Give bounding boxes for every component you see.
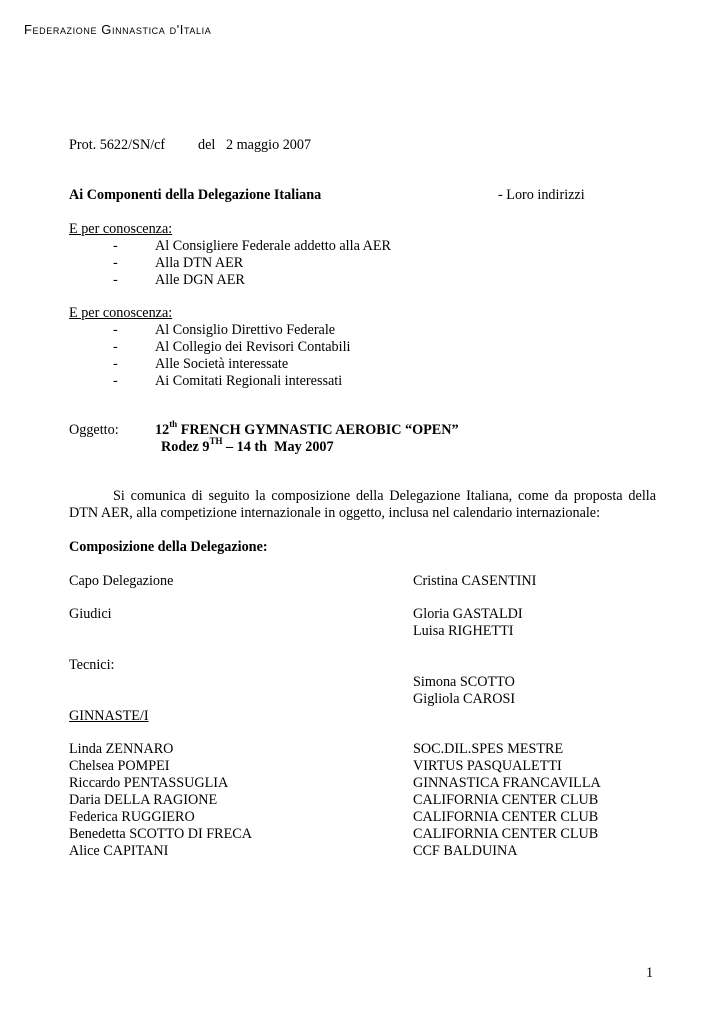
- list-item: Federica RUGGIERO CALIFORNIA CENTER CLUB: [69, 809, 599, 825]
- judges-label: Giudici: [69, 606, 112, 622]
- recipient-main: Ai Componenti della Delegazione Italiana: [69, 187, 322, 203]
- list-item: - Ai Comitati Regionali interessati: [113, 373, 343, 389]
- protocol-number: Prot. 5622/SN/cf: [69, 137, 166, 153]
- organization-header: Federazione Ginnastica d'Italia: [24, 22, 212, 37]
- subject-line-2: Rodez 9TH – 14 th May 2007: [161, 436, 334, 455]
- list-item: - Alle DGN AER: [113, 272, 245, 288]
- judge-name: Gloria GASTALDI: [413, 606, 523, 622]
- list-item: Linda ZENNARO SOC.DIL.SPES MESTRE: [69, 741, 564, 757]
- coach-name: Simona SCOTTO: [413, 674, 515, 690]
- list-item: Alice CAPITANI CCF BALDUINA: [69, 843, 518, 859]
- judge-name: Luisa RIGHETTI: [413, 623, 514, 639]
- gymnasts-label: GINNASTE/I: [69, 708, 149, 724]
- coach-name: Gigliola CAROSI: [413, 691, 516, 707]
- list-item: Riccardo PENTASSUGLIA GINNASTICA FRANCAVILLA: [69, 775, 601, 791]
- protocol-date: del 2 maggio 2007: [198, 137, 312, 153]
- cc-label-1: E per conoscenza:: [69, 221, 173, 237]
- list-item: Daria DELLA RAGIONE CALIFORNIA CENTER CLUB: [69, 792, 599, 808]
- body-paragraph: Si comunica di seguito la composizione della Delegazione Italiana, come da proposta della DTN AER, alla competizione internazionale in oggetto, inclusa nel calendario internazionale:: [69, 488, 656, 521]
- coaches-label: Tecnici:: [69, 657, 115, 673]
- page-number: 1: [646, 965, 654, 981]
- recipient-address: - Loro indirizzi: [498, 187, 585, 203]
- subject-line-1: 12th FRENCH GYMNASTIC AEROBIC “OPEN”: [155, 419, 459, 438]
- list-item: - Alla DTN AER: [113, 255, 244, 271]
- subject-label: Oggetto:: [69, 422, 119, 438]
- list-item: - Alle Società interessate: [113, 356, 289, 372]
- cc-label-2: E per conoscenza:: [69, 305, 173, 321]
- delegation-title: Composizione della Delegazione:: [69, 539, 268, 555]
- list-item: - Al Consiglio Direttivo Federale: [113, 322, 336, 338]
- list-item: - Al Consigliere Federale addetto alla AER: [113, 238, 391, 254]
- list-item: Chelsea POMPEI VIRTUS PASQUALETTI: [69, 758, 562, 774]
- list-item: - Al Collegio dei Revisori Contabili: [113, 339, 351, 355]
- cc-list-1: [0, 238, 724, 289]
- list-item: Benedetta SCOTTO DI FRECA CALIFORNIA CENTER CLUB: [69, 826, 599, 842]
- head-name: Cristina CASENTINI: [413, 573, 537, 589]
- cc-list-2: [0, 322, 724, 390]
- gymnasts-list: [0, 741, 724, 860]
- head-label: Capo Delegazione: [69, 573, 174, 589]
